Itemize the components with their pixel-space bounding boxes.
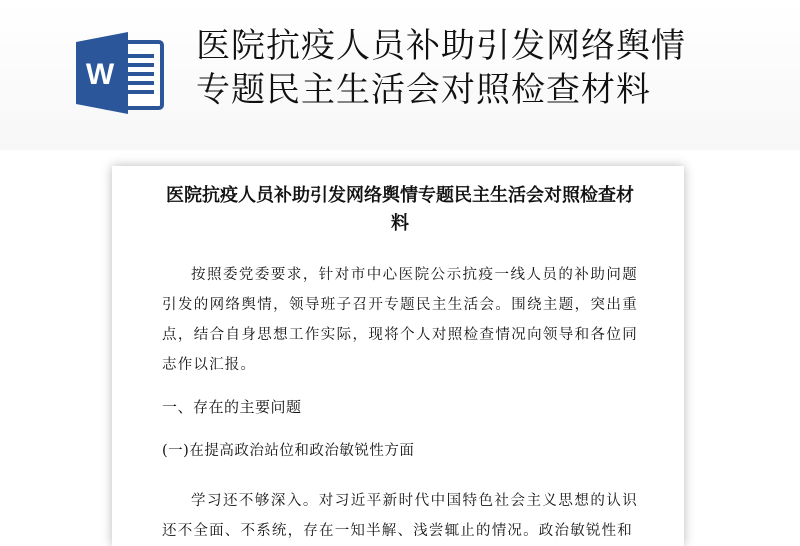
header-title: [196, 24, 776, 112]
document-body: [162, 182, 638, 546]
subsection-paragraph: 学习还不够深入。对习近平新时代中国特色社会主义思想的认识还不全面、不系统，存在一知半解、浅尝辄止的情况。政治敏锐性和: [162, 493, 638, 539]
header-banner: [0, 0, 800, 150]
section-heading: 一、存在的主要问题: [162, 398, 302, 416]
header-title-line-1: 医院抗疫人员补助引发网络舆情: [196, 26, 686, 66]
intro-paragraph: 按照委党委要求，针对市中心医院公示抗疫一线人员的补助问题引发的网络舆情，领导班子召开专题民主生活会。围绕主题，突出重点，结合自身思想工作实际，现将个人对照检查情况向领导和各位同志作以汇报。: [162, 267, 638, 373]
word-logo-letter: W: [85, 58, 115, 91]
word-icon: [76, 32, 164, 114]
header-title-line-2: 专题民主生活会对照检查材料: [196, 70, 651, 110]
subsection-heading: (一)在提高政治站位和政治敏锐性方面: [162, 443, 415, 459]
document-title: 医院抗疫人员补助引发网络舆情专题民主生活会对照检查材料: [166, 185, 634, 234]
document-page-preview: [112, 166, 684, 546]
